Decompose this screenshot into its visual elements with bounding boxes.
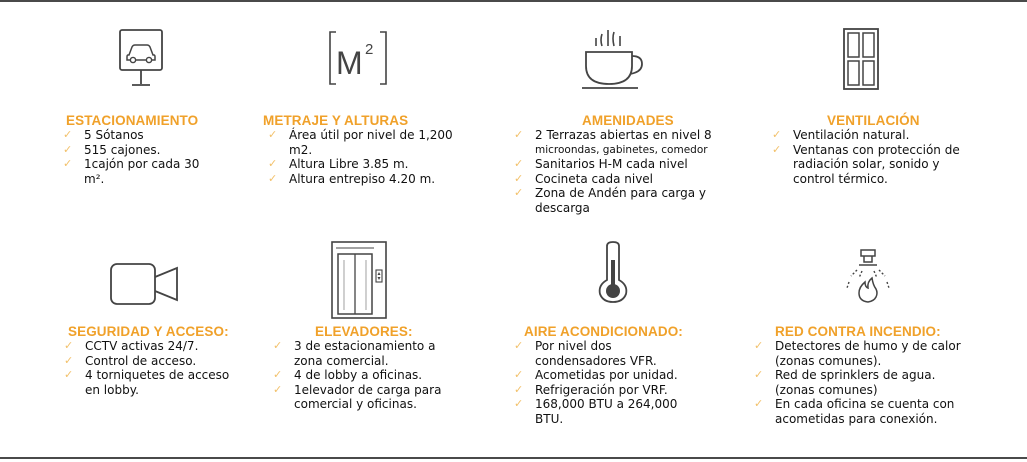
section-title-metraje: METRAJE Y ALTURAS — [263, 113, 409, 128]
thermometer-icon — [592, 240, 634, 304]
elevator-icon — [330, 240, 388, 320]
section-title-incendio: RED CONTRA INCENDIO: — [775, 324, 941, 339]
parking-sign-icon — [118, 28, 164, 92]
list-item: ✓ 3 de estacionamiento a zona comercial. — [273, 339, 441, 368]
coffee-cup-icon — [580, 26, 648, 92]
list-item: ✓ 4 de lobby a oficinas. — [273, 368, 441, 383]
list-item: ✓ Altura Libre 3.85 m. — [268, 157, 453, 172]
list-item: ✓ Zona de Andén para carga y descarga — [514, 186, 712, 215]
square-meters-icon — [328, 30, 388, 86]
list-elevadores — [273, 339, 441, 412]
list-item: ✓ Acometidas por unidad. — [514, 368, 678, 383]
list-ventilacion — [772, 128, 960, 186]
section-title-amenidades: AMENIDADES — [582, 113, 674, 128]
window-icon — [842, 27, 880, 91]
list-item: ✓ 1elevador de carga para comercial y oficinas. — [273, 383, 441, 412]
section-title-estacionamiento: ESTACIONAMIENTO — [66, 113, 199, 128]
list-item: ✓ Refrigeración por VRF. — [514, 383, 678, 398]
icon-sup-text: 2 — [365, 41, 374, 58]
list-item: ✓ Red de sprinklers de agua. (zonas comunes) — [754, 368, 961, 397]
list-metraje — [268, 128, 453, 186]
section-title-elevadores: ELEVADORES: — [315, 324, 413, 339]
list-item: ✓ Ventanas con protección de radiación solar, sonido y control térmico. — [772, 143, 960, 187]
list-item: ✓ 1cajón por cada 30 m². — [63, 157, 199, 186]
list-item: ✓ Control de acceso. — [64, 354, 229, 369]
section-title-aire: AIRE ACONDICIONADO: — [524, 324, 683, 339]
list-amenidades — [514, 128, 712, 215]
list-item: ✓ Área útil por nivel de 1,200 m2. — [268, 128, 453, 157]
icon-m-text: M — [336, 45, 363, 81]
list-item: ✓ Por nivel dos condensadores VFR. — [514, 339, 678, 368]
list-seguridad — [64, 339, 229, 397]
list-item: ✓ 2 Terrazas abiertas en nivel 8 microondas, gabinetes, comedor — [514, 128, 712, 157]
list-incendio — [754, 339, 961, 426]
video-camera-icon — [109, 262, 181, 306]
list-item: ✓ 168,000 BTU a 264,000 BTU. — [514, 397, 678, 426]
bottom-rule — [0, 457, 1027, 459]
list-item: ✓ 4 torniquetes de acceso en lobby. — [64, 368, 229, 397]
fire-sprinkler-icon — [845, 248, 891, 304]
list-item: ✓ Sanitarios H-M cada nivel — [514, 157, 712, 172]
list-item: ✓ Ventilación natural. — [772, 128, 960, 143]
list-item: ✓ Detectores de humo y de calor (zonas comunes). — [754, 339, 961, 368]
list-estacionamiento — [63, 128, 199, 186]
list-item: ✓ En cada oficina se cuenta con acometidas para conexión. — [754, 397, 961, 426]
top-rule — [0, 0, 1027, 2]
list-item: ✓ 5 Sótanos — [63, 128, 199, 143]
section-title-ventilacion: VENTILACIÓN — [827, 113, 920, 128]
list-item: ✓ CCTV activas 24/7. — [64, 339, 229, 354]
list-item: ✓ 515 cajones. — [63, 143, 199, 158]
list-item: ✓ Altura entrepiso 4.20 m. — [268, 172, 453, 187]
list-item: ✓ Cocineta cada nivel — [514, 172, 712, 187]
section-title-seguridad: SEGURIDAD Y ACCESO: — [68, 324, 229, 339]
list-aire — [514, 339, 678, 426]
